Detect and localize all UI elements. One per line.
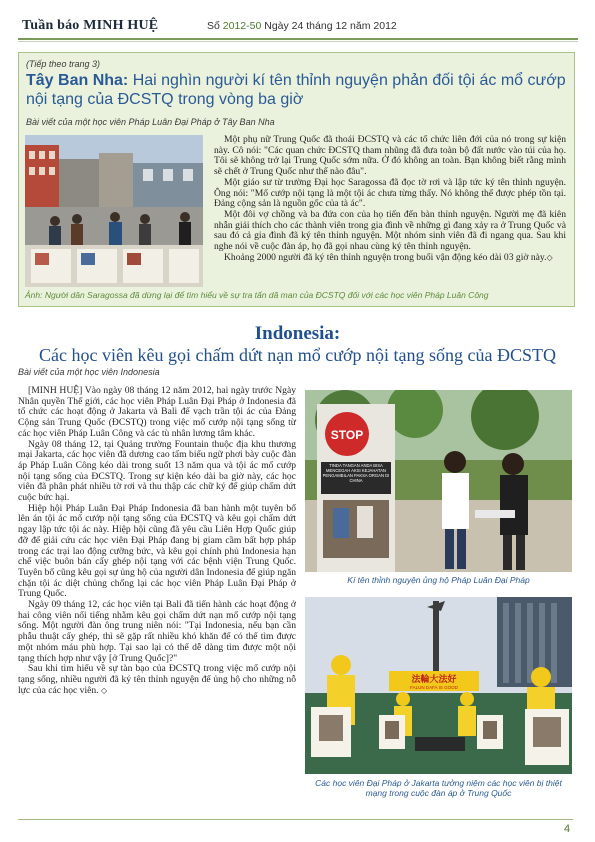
paragraph [18, 664, 296, 696]
photo-saragossa [25, 135, 203, 287]
article-indonesia-title: Các học viên kêu gọi chấm dứt nạn mổ cướp nội tạng sống của ĐCSTQ [39, 345, 556, 365]
photo-jakarta-memorial [305, 597, 572, 774]
banner-text: TINDA TANGAN ANDA BISA MENCEGAH AKSI KEJAHATAN PENGAMBILAN PAKSA ORGAN DI CHINA [322, 463, 390, 483]
paragraph: Ngày 08 tháng 12, tại Quảng trường Fountain thuộc địa khu thương mại Jakarta, các học viên đã dương cao tấm biểu ngữ phơi bày cuộc đàn áp Pháp Luân Công kéo dài trong suốt 13 năm qua và tội ác mổ cướp nội tạng sống của ĐCSTQ. Trong sự kiện kéo dài ba giờ này, các học viên đã phân phát nhiều tờ rơi và thu thập các chữ ký để giúp chấm dứt cuộc bức hại. [18, 438, 296, 504]
title-text: Hai nghìn người kí tên thỉnh nguyện phản đối tội ác mổ cướp nội tạng của ĐCSTQ trong vòng ba giờ [26, 72, 566, 108]
issue-info [207, 20, 397, 32]
issue-prefix: Số [207, 20, 223, 32]
falun-dafa-banner-cn: 法輪大法好 [411, 675, 457, 685]
photo-saragossa-caption: Ảnh: Người dân Saragossa đã dừng lại để tìm hiểu về sự tra tấn dã man của ĐCSTQ đối với các học viên Pháp Luân Công [25, 290, 489, 300]
stop-banner-word: STOP [330, 428, 364, 442]
article-indonesia-country: Indonesia: [254, 323, 341, 344]
end-mark-icon: ◇ [546, 252, 553, 262]
photo-petition-caption: Kí tên thỉnh nguyện ủng hộ Pháp Luân Đại Pháp [347, 575, 530, 585]
article-spain-title [26, 71, 566, 109]
falun-dafa-banner-en: FALUN DAFA IS GOOD [410, 685, 458, 690]
article-indonesia-body [18, 386, 296, 696]
article-spain-body [214, 135, 566, 263]
issue-number: 2012-50 [222, 20, 262, 32]
article-spain-box [18, 52, 575, 307]
header-rule [18, 38, 578, 40]
article-spain-byline: Bài viết của một học viên Pháp Luân Đại Pháp ở Tây Ban Nha [26, 117, 275, 127]
paragraph: Một giáo sư từ trường Đại học Saragossa đã đọc tờ rơi và lập tức ký tên thỉnh nguyện. Ông nói: "Mổ cướp nội tạng là một tội ác chưa từng thấy. Nó không thể được phép tồn tại. Đảng cộng sản là nguồn gốc của tà ác". [214, 176, 566, 210]
photo-memorial-caption: Các học viên Đại Pháp ở Jakarta tưởng niệm các học viên bị thiệt mạng trong cuộc đàn áp ở Trung Quốc [315, 778, 562, 798]
paragraph: Ngày 09 tháng 12, các học viên tại Bali đã tiến hành các hoạt động ở hai công viên nổi tiếng nhằm kêu gọi chấm dứt nạn mổ cướp nội tạng sống. Một người đàn ông trung niên nói: "Tại Indonesia, nếu bạn cần phẫu thuật cấy ghép, thì sẽ gặp rất nhiều khó khăn để có thể tìm được một nhóm máu phù hợp. Tại sao lại có thể dễ dàng tìm được một nội tạng thích hợp như vậy [ở Trung Quốc]?" [18, 599, 296, 664]
title-country: Tây Ban Nha: [26, 72, 129, 89]
paragraph-text: Sau khi tìm hiểu về sự tàn bạo của ĐCSTQ trong việc mổ cướp nội tạng sống, nhiều người đã ký tên thỉnh nguyện để ủng hộ cho những nỗ lực của các học viên. [18, 663, 296, 696]
photo-petition-signing [305, 390, 572, 572]
page-header [18, 14, 576, 40]
paragraph [214, 253, 566, 264]
header-rule-thin [18, 41, 578, 42]
continued-note: (Tiếp theo trang 3) [26, 59, 100, 69]
footer-rule [18, 819, 573, 820]
paragraph: Hiệp hội Pháp Luân Đại Pháp Indonesia đã ban hành một tuyên bố lên án tội ác mổ cướp nội tạng sống của ĐCSTQ và kêu gọi chấm dứt ngay lập tức tội ác này. Hiệp hội cũng đã yêu cầu Liên Hợp Quốc giúp đỡ để giải cứu các học viên Đại Pháp đang bị giam cầm bất hợp pháp trong các trại lao động cưỡng bức, và kêu gọi chính phủ Indonesia hạn chế việc buôn bán cấy ghép nội tạng với các bệnh viện Trung Quốc. Tuyên bố cũng kêu gọi sự ủng hộ của người dân Indonesia để giúp ngăn chặn tội ác diệt chủng chống lại các học viên Pháp Luân Đại Pháp ở Trung Quốc. [18, 502, 296, 600]
masthead: Tuần báo MINH HUỆ [22, 18, 159, 33]
article-indonesia-byline: Bài viết của một học viên Indonesia [18, 367, 160, 377]
paragraph: [MINH HUỆ] Vào ngày 08 tháng 12 năm 2012, hai ngày trước Ngày Nhân quyền Thế giới, các học viên Pháp Luân Đại Pháp ở Indonesia đã tổ chức các hoạt động ở Jakarta và Bali để vạch trần tội ác của Đảng Cộng sản Trung Quốc (ĐCSTQ) trong việc mổ cướp nội tạng sống từ các học viên Pháp Luân Công và các tù nhân lương tâm khác. [18, 385, 296, 439]
page-number: 4 [564, 823, 571, 835]
end-mark-icon: ◇ [100, 685, 108, 695]
paragraph-text: Khoảng 2000 người đã ký tên thỉnh nguyện trong buổi vận động kéo dài 03 giờ này. [224, 251, 547, 263]
paragraph: Một phụ nữ Trung Quốc đã thoái ĐCSTQ và các tổ chức liên đới của nó trong sự kiện này. Cô nói: "Các quan chức ĐCSTQ tham nhũng đã đưa toàn bộ đất nước vào túi của họ. Tôi sẽ không trở lại Trung Quốc sớm nữa. Ở đó không an toàn. Bạn không biết rằng mình sẽ chết ở Trung Quốc như thế nào đâu". [214, 134, 566, 178]
paragraph: Một đôi vợ chồng và ba đứa con của họ tiến đến bàn thỉnh nguyện. Người mẹ đã kiên nhẫn giải thích cho các thành viên trong gia đình về những gì đang xảy ra ở Trung Quốc và sau đó cả gia đình đã ký tên thỉnh nguyện. Một nhóm sinh viên đã đi ngang qua. Sau khi nghe nói về cuộc đàn áp, họ đã gọi nhau cùng ký tên thỉnh nguyện. [214, 208, 566, 253]
issue-date: Ngày 24 tháng 12 năm 2012 [261, 20, 397, 32]
